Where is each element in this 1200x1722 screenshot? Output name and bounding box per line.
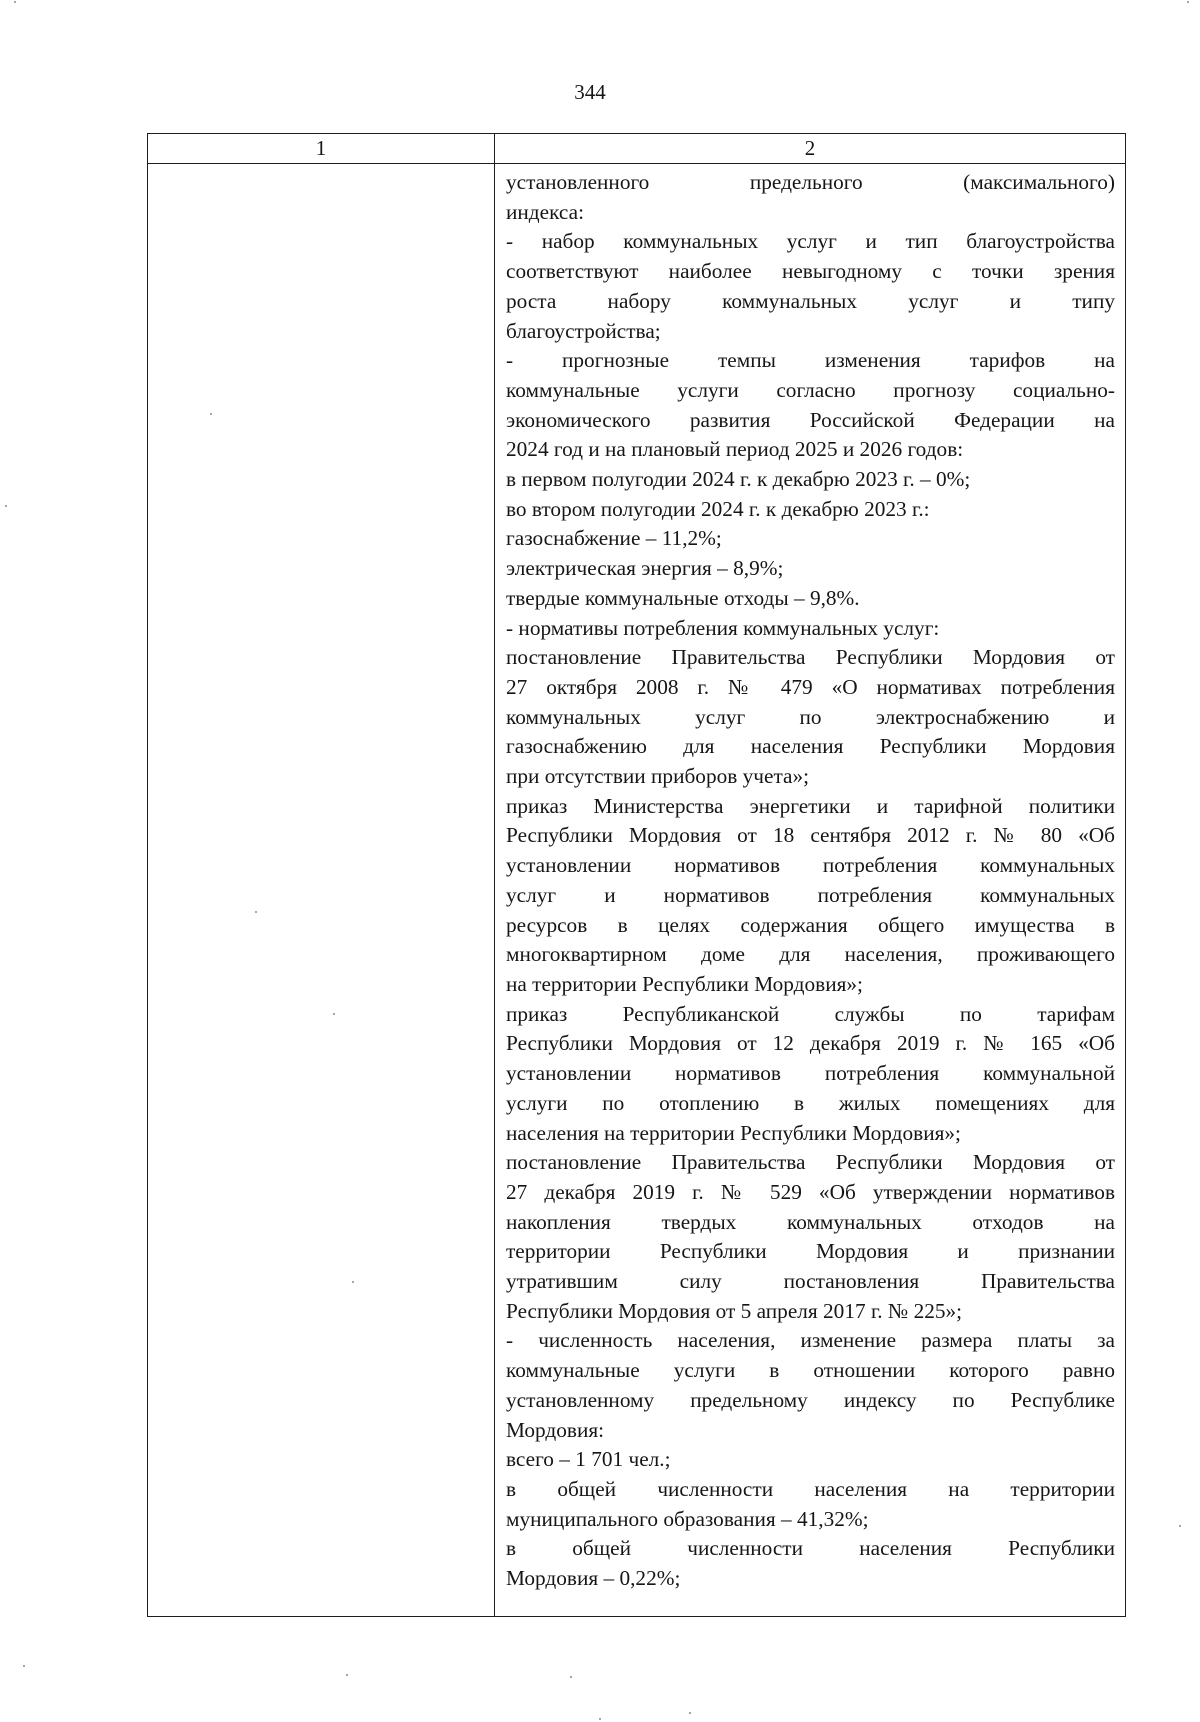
- text-line: Республики Мордовия от 18 сентября 2012 г. № 80 «Об: [506, 823, 1115, 848]
- text-line: благоустройства;: [506, 318, 661, 343]
- text-line: газоснабжению для населения Республики Мордовия: [506, 734, 1115, 759]
- text-line: муниципального образования – 41,32%;: [506, 1506, 869, 1531]
- text-line: установлении нормативов потребления коммунальных: [506, 853, 1115, 878]
- text-line: соответствуют наиболее невыгодному с точки зрения: [506, 259, 1115, 284]
- scan-speck: [14, 1, 16, 3]
- text-line: территории Республики Мордовия и признании: [506, 1239, 1115, 1264]
- text-line: ресурсов в целях содержания общего имущества в: [506, 912, 1115, 937]
- text-line: роста набору коммунальных услуг и типу: [506, 288, 1115, 313]
- text-line: установлении нормативов потребления коммунальной: [506, 1061, 1115, 1086]
- text-line: - набор коммунальных услуг и тип благоустройства: [506, 229, 1115, 254]
- text-line: утратившим силу постановления Правительства: [506, 1269, 1115, 1294]
- scan-speck: [346, 1674, 348, 1676]
- table-header-row: [148, 134, 1126, 164]
- text-line: приказ Республиканской службы по тарифам: [506, 1001, 1115, 1026]
- text-line: услуг и нормативов потребления коммунальных: [506, 882, 1115, 907]
- scan-speck: [210, 413, 212, 415]
- text-line: Республики Мордовия от 12 декабря 2019 г. № 165 «Об: [506, 1031, 1115, 1056]
- text-line: 27 декабря 2019 г. № 529 «Об утверждении нормативов: [506, 1179, 1115, 1204]
- text-line: - прогнозные темпы изменения тарифов на: [506, 348, 1115, 373]
- scan-speck: [689, 1712, 691, 1714]
- text-line: коммунальные услуги в отношении которого равно: [506, 1358, 1115, 1383]
- right-cell-text: [495, 164, 1126, 1617]
- left-cell-empty: [148, 164, 495, 1617]
- content-table: [147, 133, 1126, 1617]
- scan-speck: [1179, 1525, 1181, 1527]
- scan-speck: [23, 1665, 25, 1667]
- text-line: многоквартирном доме для населения, проживающего: [506, 942, 1115, 967]
- scan-speck: [333, 1013, 335, 1015]
- text-line: - численность населения, изменение размера платы за: [506, 1328, 1115, 1353]
- text-line: во втором полугодии 2024 г. к декабрю 2023 г.:: [506, 496, 930, 521]
- text-line: приказ Министерства энергетики и тарифной политики: [506, 793, 1115, 818]
- text-line: твердые коммунальные отходы – 9,8%.: [506, 585, 860, 610]
- text-line: на территории Республики Мордовия»;: [506, 971, 863, 996]
- text-line: установленного предельного (максимального): [506, 170, 1115, 194]
- text-line: постановление Правительства Республики Мордовия от: [506, 645, 1115, 670]
- text-line: газоснабжение – 11,2%;: [506, 526, 722, 551]
- text-line: экономического развития Российской Федерации на: [506, 407, 1115, 432]
- text-line: накопления твердых коммунальных отходов на: [506, 1209, 1115, 1234]
- text-line: - нормативы потребления коммунальных услуг:: [506, 615, 940, 640]
- scan-speck: [1187, 1, 1189, 3]
- text-line: коммунальных услуг по электроснабжению и: [506, 704, 1115, 729]
- scan-speck: [5, 505, 7, 507]
- column-header-1: 1: [148, 134, 495, 164]
- table-row: [148, 164, 1126, 1617]
- text-line: населения на территории Республики Мордовия»;: [506, 1120, 961, 1145]
- scan-speck: [352, 1281, 354, 1283]
- text-line: в первом полугодии 2024 г. к декабрю 2023 г. – 0%;: [506, 467, 971, 492]
- text-line: Мордовия – 0,22%;: [506, 1566, 681, 1591]
- text-line: Республики Мордовия от 5 апреля 2017 г. № 225»;: [506, 1298, 963, 1323]
- text-line: индекса:: [506, 199, 584, 224]
- text-line: Мордовия:: [506, 1417, 605, 1442]
- text-line: в общей численности населения на территории: [506, 1476, 1115, 1501]
- scan-speck: [255, 911, 257, 913]
- text-line: услуги по отоплению в жилых помещениях для: [506, 1090, 1115, 1115]
- text-line: при отсутствии приборов учета»;: [506, 764, 810, 789]
- text-line: 27 октября 2008 г. № 479 «О нормативах потребления: [506, 674, 1115, 699]
- text-line: установленному предельному индексу по Республике: [506, 1387, 1115, 1412]
- text-line: электрическая энергия – 8,9%;: [506, 556, 784, 581]
- scan-speck: [599, 1718, 601, 1720]
- page-number: 344: [574, 80, 606, 104]
- text-line: постановление Правительства Республики Мордовия от: [506, 1150, 1115, 1175]
- text-line: коммунальные услуги согласно прогнозу социально-: [506, 377, 1115, 402]
- scan-speck: [570, 1676, 572, 1678]
- text-line: всего – 1 701 чел.;: [506, 1447, 671, 1472]
- text-line: 2024 год и на плановый период 2025 и 2026 годов:: [506, 437, 964, 462]
- text-line: в общей численности населения Республики: [506, 1536, 1115, 1561]
- column-header-2: 2: [495, 134, 1126, 164]
